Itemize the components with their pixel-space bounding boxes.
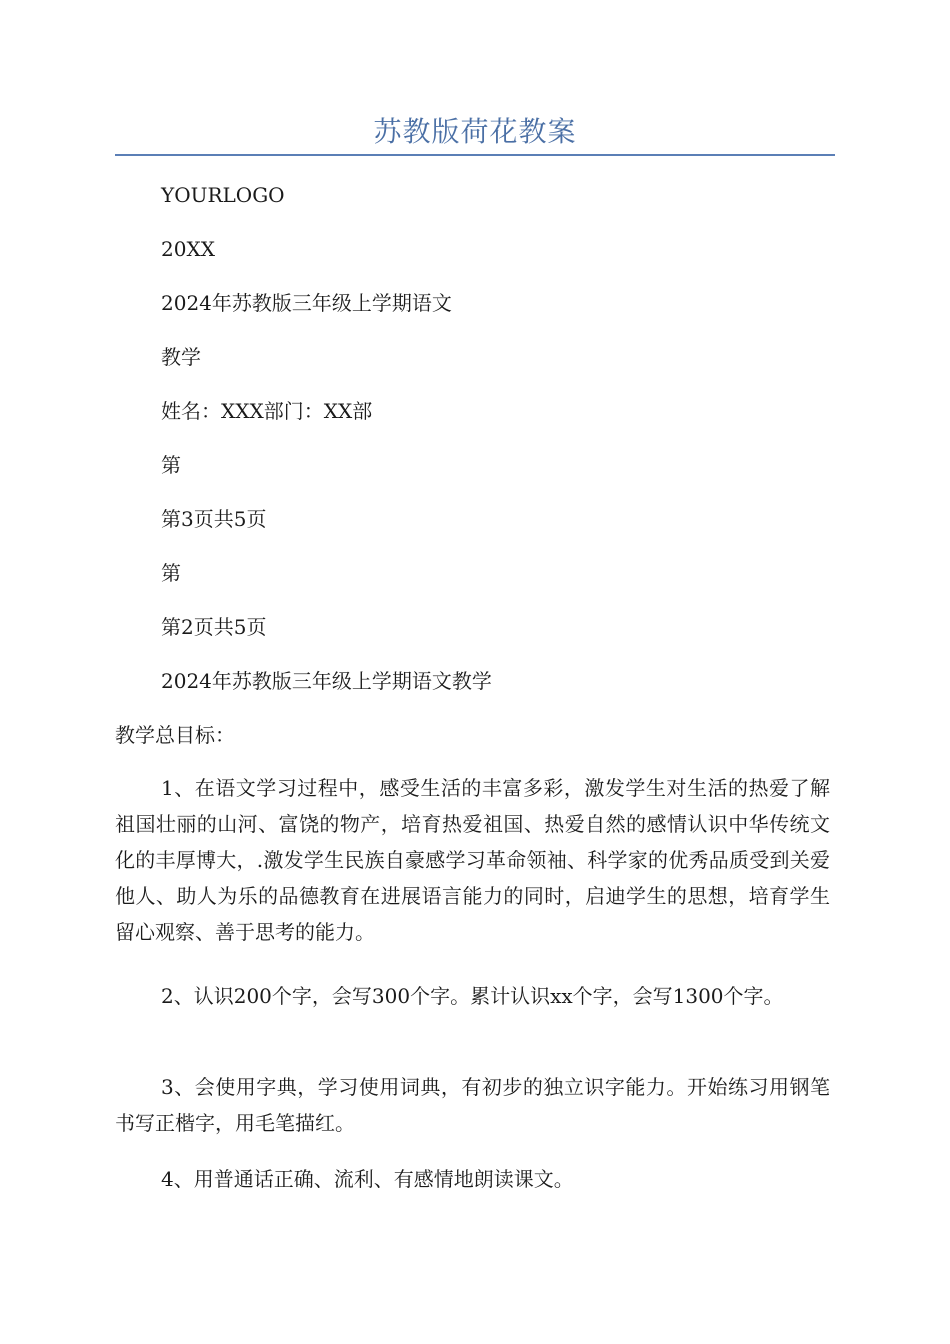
title-underline	[115, 154, 835, 156]
page-marker-text: 第	[161, 561, 181, 585]
author-department-line: 姓名：XXX部门：XX部	[161, 399, 373, 423]
goal-paragraph-2: 2、认识200个字，会写300个字。累计认识xx个字，会写1300个字。	[161, 984, 784, 1008]
goal-paragraph-4: 4、用普通话正确、流利、有感情地朗读课文。	[161, 1167, 574, 1191]
goal-paragraph-3: 3、会使用字典，学习使用词典，有初步的独立识字能力。开始练习用钢笔书写正楷字，用毛笔描红。	[115, 1075, 830, 1135]
page-marker-text: 第	[161, 453, 181, 477]
section-title: 2024年苏教版三年级上学期语文教学	[161, 669, 492, 693]
document-title: 苏教版荷花教案	[373, 115, 577, 148]
page-number-text: 第2页共5页	[161, 615, 267, 639]
year-placeholder-text: 20XX	[161, 237, 215, 261]
logo-placeholder-text: YOURLOGO	[161, 183, 285, 207]
section-heading: 教学总目标：	[115, 723, 235, 747]
page-number-text: 第3页共5页	[161, 507, 267, 531]
goal-paragraph-1: 1、在语文学习过程中，感受生活的丰富多彩，激发学生对生活的热爱了解祖国壮丽的山河、富饶的物产，培育热爱祖国、热爱自然的感情认识中华传统文化的丰厚博大，.激发学生民族自豪感学习革命领袖、科学家的优秀品质受到关爱他人、助人为乐的品德教育在进展语言能力的同时，启迪学生的思想，培育学生留心观察、善于思考的能力。	[115, 776, 830, 944]
cover-subtitle: 2024年苏教版三年级上学期语文	[161, 291, 452, 315]
cover-subtitle-continued: 教学	[161, 345, 201, 369]
